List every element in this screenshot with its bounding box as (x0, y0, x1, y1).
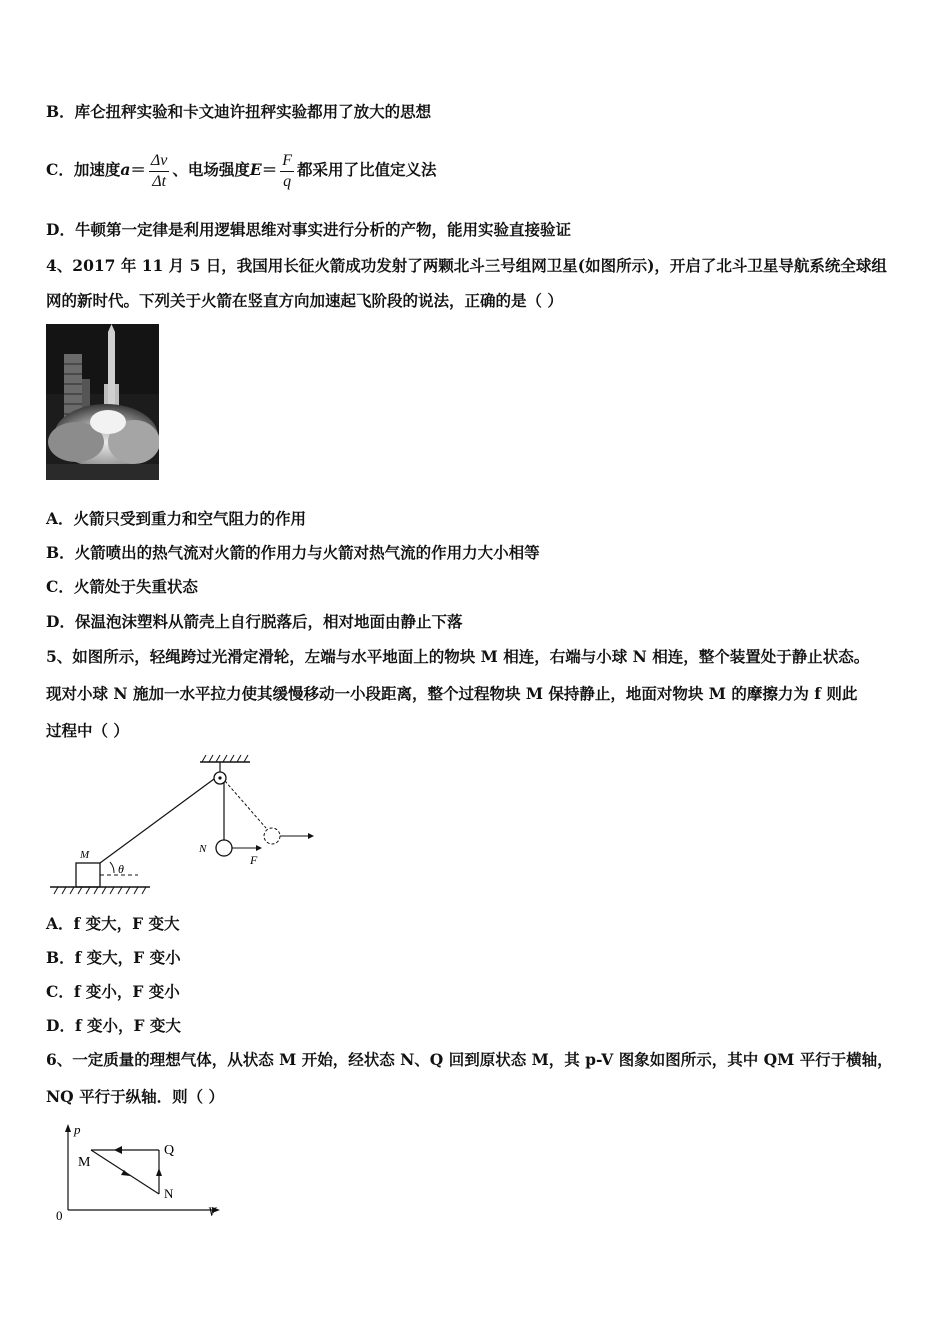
q5-stem-line-2: 现对小球 N 施加一水平拉力使其缓慢移动一小段距离，整个过程物块 M 保持静止，地面对物块 M 的摩擦力为 f 则此 (46, 684, 858, 703)
pv-diagram (46, 1118, 236, 1228)
q6-stem-line-1: 6、一定质量的理想气体，从状态 M 开始，经状态 N、Q 回到原状态 M，其 p-V 图象如图所示，其中 QM 平行于横轴， (46, 1050, 893, 1069)
q5-option-a: A．f 变大，F 变大 (46, 914, 180, 933)
pulley-diagram (46, 752, 326, 902)
q3-option-c-suffix: 都采用了比值定义法 (297, 160, 437, 179)
label-f: F (250, 853, 258, 867)
label-theta: θ (118, 862, 124, 876)
equals-sign-2: ＝ (261, 160, 278, 179)
q3-option-d: D．牛顿第一定律是利用逻辑思维对事实进行分析的产物，能用实验直接验证 (46, 220, 571, 239)
q4-option-a: A．火箭只受到重力和空气阻力的作用 (46, 509, 307, 528)
q5-option-d: D．f 变小，F 变大 (46, 1016, 181, 1035)
field-strength-numerator: F (280, 151, 294, 172)
acceleration-denominator: Δt (152, 172, 167, 190)
q3-option-c (46, 144, 437, 196)
field-strength-denominator: q (283, 172, 292, 190)
origin-label: 0 (56, 1208, 63, 1223)
q5-option-c: C．f 变小，F 变小 (46, 982, 180, 1001)
acceleration-symbol: a (120, 160, 131, 179)
q4-stem-line-1: 4、2017 年 11 月 5 日，我国用长征火箭成功发射了两颗北斗三号组网卫星(如图所示)，开启了北斗卫星导航系统全球组 (46, 256, 887, 275)
state-label-n: N (164, 1186, 174, 1201)
block-m (76, 863, 100, 887)
axis-label-v: V (208, 1204, 216, 1219)
acceleration-numerator: Δv (149, 151, 170, 172)
q3-option-c-prefix: C．加速度 (46, 160, 121, 179)
field-strength-fraction (280, 151, 294, 192)
label-n: N (199, 843, 207, 855)
q6-stem-line-2: NQ 平行于纵轴．则（ ） (46, 1087, 224, 1106)
axis-label-p: p (74, 1122, 81, 1137)
state-label-q: Q (164, 1143, 175, 1158)
q4-option-d: D．保温泡沫塑料从箭壳上自行脱落后，相对地面由静止下落 (46, 612, 463, 631)
equals-sign-1: ＝ (130, 160, 146, 179)
q4-option-b: B．火箭喷出的热气流对火箭的作用力与火箭对热气流的作用力大小相等 (46, 543, 540, 562)
q3-option-b: B．库仑扭秤实验和卡文迪许扭秤实验都用了放大的思想 (46, 102, 432, 121)
label-m: M (80, 849, 90, 861)
state-label-m: M (78, 1155, 91, 1170)
q4-option-c: C．火箭处于失重状态 (46, 577, 198, 596)
q5-stem-line-3: 过程中（ ） (46, 721, 129, 740)
q5-stem-line-1: 5、如图所示，轻绳跨过光滑定滑轮，左端与水平地面上的物块 M 相连，右端与小球 N 相连，整个装置处于静止状态。 (46, 647, 870, 666)
ball-n (216, 840, 232, 856)
q3-option-c-mid: 、电场强度 (172, 160, 250, 179)
field-strength-symbol: E (249, 160, 262, 179)
acceleration-fraction (149, 151, 170, 192)
rocket-launch-photo (46, 324, 159, 480)
q4-stem-line-2: 网的新时代。下列关于火箭在竖直方向加速起飞阶段的说法，正确的是（ ） (46, 291, 563, 310)
q5-option-b: B．f 变大，F 变小 (46, 948, 181, 967)
